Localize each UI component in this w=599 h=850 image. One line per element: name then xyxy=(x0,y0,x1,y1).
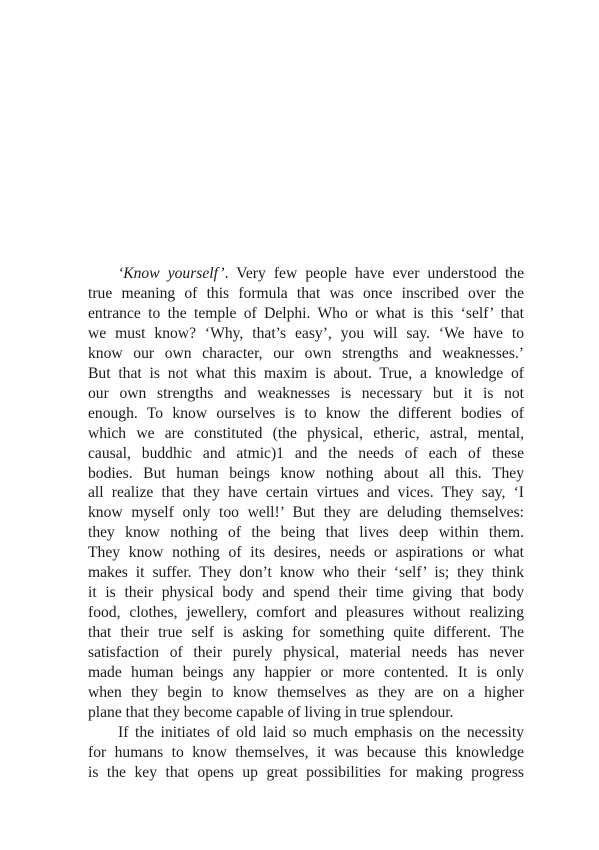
text-line: for humans to know themselves, it was because this knowledge xyxy=(88,743,524,761)
paragraph-2 xyxy=(88,723,524,783)
text-line: know our own character, our own strengths and weaknesses.’ xyxy=(88,344,524,362)
paragraph-1 xyxy=(88,264,524,723)
text-line: food, clothes, jewellery, comfort and pleasures without realizing xyxy=(88,604,524,622)
text-line: entrance to the temple of Delphi. Who or what is this ‘self’ that xyxy=(88,304,524,322)
text-line: know myself only too well!’ But they are deluding themselves: xyxy=(88,504,524,522)
text-line: If the initiates of old laid so much emphasis on the necessity xyxy=(118,723,524,741)
text-line xyxy=(88,264,524,284)
text-line: causal, buddhic and atmic)1 and the needs of each of these xyxy=(88,444,524,462)
text-line: when they begin to know themselves as they are on a higher xyxy=(88,684,524,702)
text-line: makes it suffer. They don’t know who their ‘self’ is; they think xyxy=(88,564,524,582)
text-line: They know nothing of its desires, needs or aspirations or what xyxy=(88,544,524,562)
line-text: . Very few people have ever understood the xyxy=(224,265,525,282)
text-line: is the key that opens up great possibilities for making progress xyxy=(88,763,524,781)
text-line: bodies. But human beings know nothing about all this. They xyxy=(88,464,524,482)
text-line: satisfaction of their purely physical, material needs has never xyxy=(88,644,524,662)
text-line: made human beings any happier or more contented. It is only xyxy=(88,664,524,682)
text-line: which we are constituted (the physical, etheric, astral, mental, xyxy=(88,424,524,442)
text-line: we must know? ‘Why, that’s easy’, you will say. ‘We have to xyxy=(88,324,524,342)
text-line: that their true self is asking for something quite different. The xyxy=(88,624,524,642)
text-line: true meaning of this formula that was once inscribed over the xyxy=(88,284,524,302)
body-text xyxy=(88,264,524,783)
text-line: all realize that they have certain virtues and vices. They say, ‘I xyxy=(88,484,524,502)
text-line: plane that they become capable of living in true splendour. xyxy=(88,703,454,721)
text-line: it is their physical body and spend their time giving that body xyxy=(88,584,524,602)
italic-lead: ‘Know yourself’ xyxy=(118,265,225,282)
text-line: enough. To know ourselves is to know the different bodies of xyxy=(88,404,524,422)
text-line: they know nothing of the being that lives deep within them. xyxy=(88,524,524,542)
text-line: our own strengths and weaknesses is necessary but it is not xyxy=(88,384,524,402)
text-line: But that is not what this maxim is about. True, a knowledge of xyxy=(88,364,524,382)
